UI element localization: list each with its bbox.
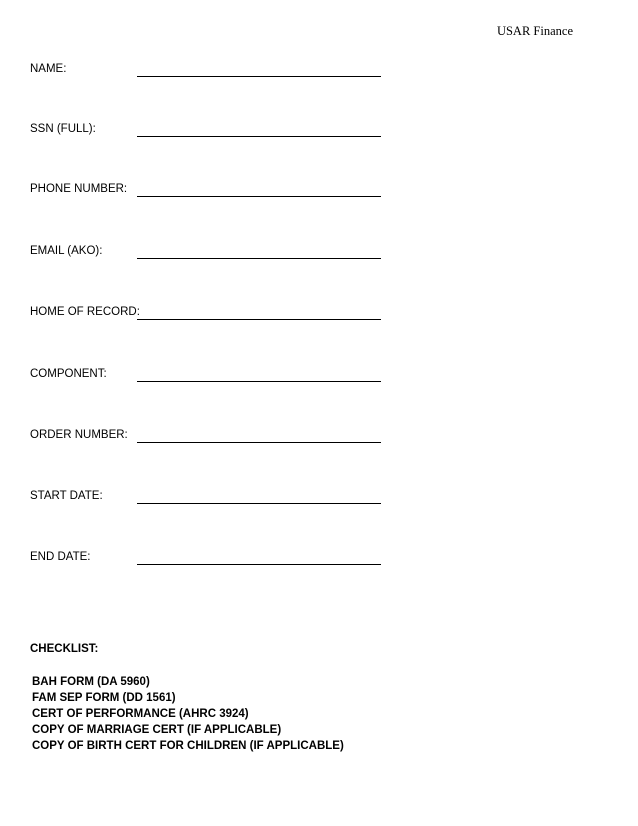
field-name-label: NAME: [30,63,67,75]
field-order-number-label: ORDER NUMBER: [30,429,128,441]
checklist [32,674,344,754]
field-phone [30,183,390,201]
checklist-title: CHECKLIST: [30,643,99,655]
checklist-item: COPY OF MARRIAGE CERT (IF APPLICABLE) [32,724,282,736]
checklist-item: CERT OF PERFORMANCE (AHRC 3924) [32,708,249,720]
field-end-date-label: END DATE: [30,551,91,563]
header-org: USAR Finance [496,24,573,38]
field-ssn-label: SSN (FULL): [30,123,96,135]
field-name-line[interactable] [137,76,381,77]
field-start-date-line[interactable] [137,503,381,504]
field-ssn-line[interactable] [137,136,381,137]
field-home-of-record [30,306,390,324]
field-home-of-record-line[interactable] [137,319,381,320]
field-phone-label: PHONE NUMBER: [30,183,128,195]
field-component-line[interactable] [137,381,381,382]
checklist-item: COPY OF BIRTH CERT FOR CHILDREN (IF APPLICABLE) [32,740,344,752]
field-end-date [30,551,390,569]
field-name [30,63,390,81]
field-order-number-line[interactable] [137,442,381,443]
checklist-item: FAM SEP FORM (DD 1561) [32,692,176,704]
field-ssn [30,123,390,141]
checklist-item: BAH FORM (DA 5960) [32,676,150,688]
field-end-date-line[interactable] [137,564,381,565]
field-component-label: COMPONENT: [30,368,107,380]
field-email-line[interactable] [137,258,381,259]
field-email-label: EMAIL (AKO): [30,245,103,257]
field-home-of-record-label: HOME OF RECORD: [30,306,140,318]
field-start-date [30,490,390,508]
field-start-date-label: START DATE: [30,490,103,502]
field-order-number [30,429,390,447]
field-component [30,368,390,386]
field-phone-line[interactable] [137,196,381,197]
field-email [30,245,390,263]
